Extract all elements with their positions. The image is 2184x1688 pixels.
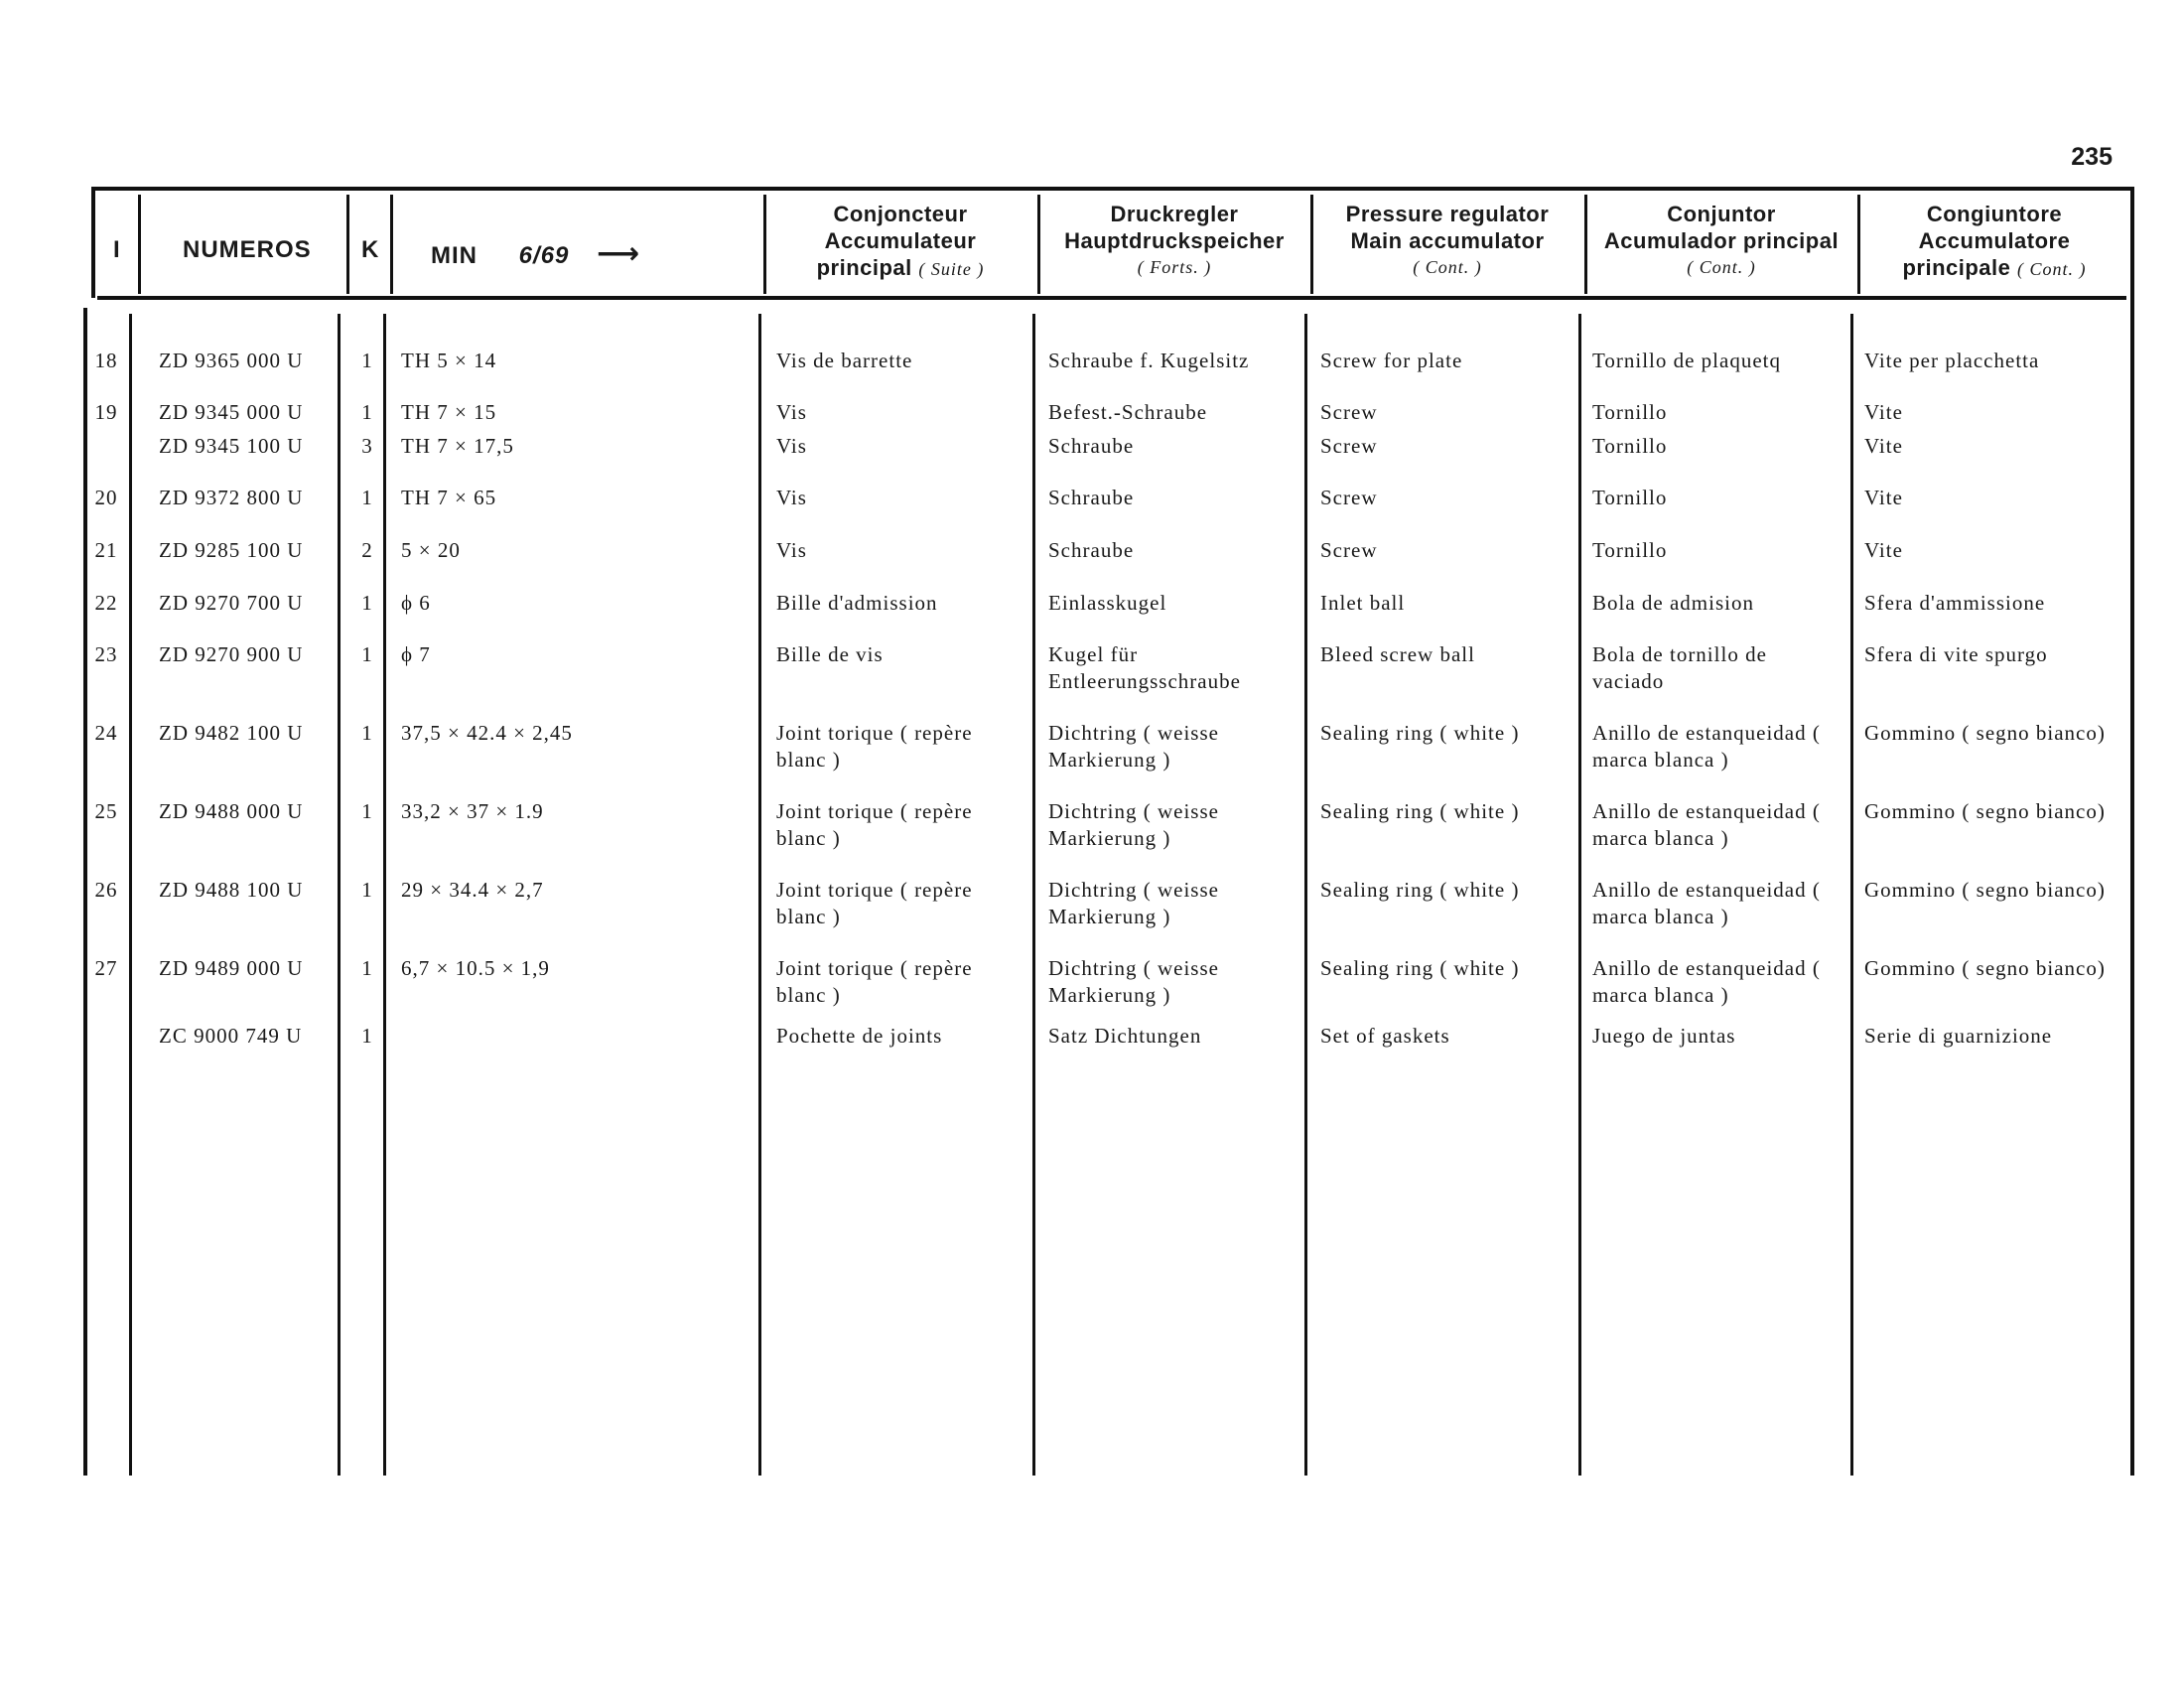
row-english: Sealing ring ( white ) <box>1320 799 1520 823</box>
header-bottom-rule <box>97 296 2126 300</box>
row-index: 24 <box>94 721 118 745</box>
row-qty: 1 <box>361 349 373 372</box>
row-english: Sealing ring ( white ) <box>1320 721 1520 745</box>
row-italian: Vite per placchetta <box>1864 349 2040 372</box>
row-qty: 3 <box>361 434 373 458</box>
row-qty: 1 <box>361 878 373 902</box>
row-french: Joint torique ( repère blanc ) <box>776 721 973 772</box>
row-spanish: Tornillo <box>1592 538 1668 562</box>
row-index: 20 <box>94 486 118 509</box>
col-divider-8-lower <box>1850 314 1853 1476</box>
row-italian: Vite <box>1864 400 1903 424</box>
row-spanish: Bola de tornillo de vaciado <box>1592 642 1767 693</box>
row-dimension: 33,2 × 37 × 1.9 <box>401 799 544 823</box>
left-border <box>91 187 95 298</box>
col-divider-4-lower <box>758 314 761 1476</box>
row-number: ZD 9489 000 U <box>159 956 304 980</box>
row-qty: 1 <box>361 486 373 509</box>
row-english: Screw <box>1320 538 1378 562</box>
col-divider-7-lower <box>1578 314 1581 1476</box>
row-german: Einlasskugel <box>1048 591 1167 615</box>
row-dimension: TH 7 × 15 <box>401 400 497 424</box>
header-french <box>766 201 1034 283</box>
row-german: Kugel für Entleerungsschraube <box>1048 642 1241 693</box>
header-german-line2: Hauptdruckspeicher <box>1064 228 1285 253</box>
row-german: Schraube <box>1048 486 1135 509</box>
row-english: Bleed screw ball <box>1320 642 1475 666</box>
row-spanish: Juego de juntas <box>1592 1024 1736 1048</box>
row-number: ZC 9000 749 U <box>159 1024 303 1048</box>
col-divider-3-lower <box>383 314 386 1476</box>
header-french-line3: principal <box>816 255 912 280</box>
row-german: Satz Dichtungen <box>1048 1024 1202 1048</box>
row-italian: Gommino ( segno bianco) <box>1864 878 2106 902</box>
header-german-note: ( Forts. ) <box>1137 257 1212 277</box>
header-english-line2: Main accumulator <box>1350 228 1545 253</box>
row-german: Schraube f. Kugelsitz <box>1048 349 1250 372</box>
row-spanish: Bola de admision <box>1592 591 1754 615</box>
header-french-line1: Conjoncteur <box>833 202 968 226</box>
row-spanish: Anillo de estanqueidad ( marca blanca ) <box>1592 799 1821 850</box>
row-index: 27 <box>94 956 118 980</box>
header-italian <box>1860 201 2128 283</box>
row-dimension: ϕ 7 <box>401 642 431 666</box>
header-italian-line3: principale <box>1902 255 2011 280</box>
header-spanish <box>1587 201 1855 281</box>
row-english: Inlet ball <box>1320 591 1406 615</box>
right-border <box>2130 187 2134 1476</box>
row-qty: 1 <box>361 956 373 980</box>
row-index: 26 <box>94 878 118 902</box>
row-qty: 1 <box>361 400 373 424</box>
row-spanish: Anillo de estanqueidad ( marca blanca ) <box>1592 956 1821 1007</box>
row-qty: 2 <box>361 538 373 562</box>
row-french: Joint torique ( repère blanc ) <box>776 878 973 928</box>
header-italian-line1: Congiuntore <box>1926 202 2063 226</box>
col-divider-3 <box>390 195 393 294</box>
row-french: Vis <box>776 400 807 424</box>
row-number: ZD 9488 000 U <box>159 799 304 823</box>
row-italian: Gommino ( segno bianco) <box>1864 799 2106 823</box>
header-spanish-note: ( Cont. ) <box>1687 257 1756 277</box>
row-index: 23 <box>94 642 118 666</box>
row-italian: Vite <box>1864 538 1903 562</box>
row-german: Dichtring ( weisse Markierung ) <box>1048 878 1219 928</box>
col-divider-6-lower <box>1304 314 1307 1476</box>
row-french: Vis <box>776 434 807 458</box>
row-number: ZD 9488 100 U <box>159 878 304 902</box>
page-number: 235 <box>2071 143 2113 171</box>
row-english: Set of gaskets <box>1320 1024 1450 1048</box>
row-german: Dichtring ( weisse Markierung ) <box>1048 721 1219 772</box>
row-english: Sealing ring ( white ) <box>1320 956 1520 980</box>
row-italian: Vite <box>1864 434 1903 458</box>
header-min <box>431 236 640 271</box>
row-spanish: Tornillo de plaquetq <box>1592 349 1781 372</box>
row-german: Schraube <box>1048 538 1135 562</box>
header-spanish-line2: Acumulador principal <box>1603 228 1840 253</box>
row-italian: Sfera di vite spurgo <box>1864 642 2048 666</box>
row-spanish: Anillo de estanqueidad ( marca blanca ) <box>1592 878 1821 928</box>
row-index: 22 <box>94 591 118 615</box>
arrow-icon: ⟶ <box>597 237 641 270</box>
row-number: ZD 9270 900 U <box>159 642 304 666</box>
row-spanish: Tornillo <box>1592 400 1668 424</box>
row-number: ZD 9270 700 U <box>159 591 304 615</box>
row-english: Screw <box>1320 434 1378 458</box>
header-min-date: 6/69 <box>518 242 570 269</box>
row-french: Vis <box>776 538 807 562</box>
header-german <box>1040 201 1308 281</box>
row-index: 25 <box>94 799 118 823</box>
col-divider-2-lower <box>338 314 341 1476</box>
row-english: Sealing ring ( white ) <box>1320 878 1520 902</box>
header-english-line1: Pressure regulator <box>1345 202 1550 226</box>
row-german: Dichtring ( weisse Markierung ) <box>1048 799 1219 850</box>
row-index: 21 <box>94 538 118 562</box>
header-k: K <box>361 236 380 263</box>
row-french: Joint torique ( repère blanc ) <box>776 956 973 1007</box>
row-number: ZD 9482 100 U <box>159 721 304 745</box>
row-german: Dichtring ( weisse Markierung ) <box>1048 956 1219 1007</box>
header-german-line1: Druckregler <box>1110 202 1239 226</box>
row-english: Screw <box>1320 400 1378 424</box>
row-number: ZD 9285 100 U <box>159 538 304 562</box>
col-divider-5-lower <box>1032 314 1035 1476</box>
row-number: ZD 9365 000 U <box>159 349 304 372</box>
row-dimension: 5 × 20 <box>401 538 461 562</box>
row-italian: Sfera d'ammissione <box>1864 591 2046 615</box>
header-english <box>1313 201 1581 281</box>
row-dimension: TH 7 × 17,5 <box>401 434 514 458</box>
row-qty: 1 <box>361 721 373 745</box>
row-qty: 1 <box>361 799 373 823</box>
row-number: ZD 9345 100 U <box>159 434 304 458</box>
row-french: Bille de vis <box>776 642 884 666</box>
header-numeros: NUMEROS <box>183 236 312 263</box>
header-english-note: ( Cont. ) <box>1413 257 1482 277</box>
row-italian: Gommino ( segno bianco) <box>1864 721 2106 745</box>
row-number: ZD 9345 000 U <box>159 400 304 424</box>
row-french: Joint torique ( repère blanc ) <box>776 799 973 850</box>
top-rule <box>93 187 2134 191</box>
row-dimension: 29 × 34.4 × 2,7 <box>401 878 544 902</box>
row-spanish: Tornillo <box>1592 486 1668 509</box>
header-min-label: MIN <box>431 242 478 269</box>
header-spanish-line1: Conjuntor <box>1667 202 1776 226</box>
row-italian: Serie di guarnizione <box>1864 1024 2053 1048</box>
header-i: I <box>113 236 121 263</box>
header-italian-note: ( Cont. ) <box>2017 259 2087 279</box>
row-number: ZD 9372 800 U <box>159 486 304 509</box>
row-dimension: TH 5 × 14 <box>401 349 497 372</box>
col-divider-1-lower <box>129 314 132 1476</box>
row-index: 18 <box>94 349 118 372</box>
row-dimension: 37,5 × 42.4 × 2,45 <box>401 721 573 745</box>
row-italian: Gommino ( segno bianco) <box>1864 956 2106 980</box>
header-italian-line2: Accumulatore <box>1918 228 2071 253</box>
row-dimension: TH 7 × 65 <box>401 486 497 509</box>
row-french: Bille d'admission <box>776 591 938 615</box>
row-french: Pochette de joints <box>776 1024 943 1048</box>
col-divider-1 <box>138 195 141 294</box>
row-qty: 1 <box>361 591 373 615</box>
row-spanish: Tornillo <box>1592 434 1668 458</box>
row-french: Vis <box>776 486 807 509</box>
row-english: Screw for plate <box>1320 349 1463 372</box>
row-french: Vis de barrette <box>776 349 913 372</box>
row-italian: Vite <box>1864 486 1903 509</box>
row-german: Befest.-Schraube <box>1048 400 1208 424</box>
header-french-note: ( Suite ) <box>918 259 985 279</box>
row-qty: 1 <box>361 1024 373 1048</box>
row-spanish: Anillo de estanqueidad ( marca blanca ) <box>1592 721 1821 772</box>
header-french-line2: Accumulateur <box>824 228 977 253</box>
col-divider-2 <box>346 195 349 294</box>
row-dimension: ϕ 6 <box>401 591 431 615</box>
row-qty: 1 <box>361 642 373 666</box>
row-index: 19 <box>94 400 118 424</box>
row-german: Schraube <box>1048 434 1135 458</box>
row-dimension: 6,7 × 10.5 × 1,9 <box>401 956 550 980</box>
row-english: Screw <box>1320 486 1378 509</box>
